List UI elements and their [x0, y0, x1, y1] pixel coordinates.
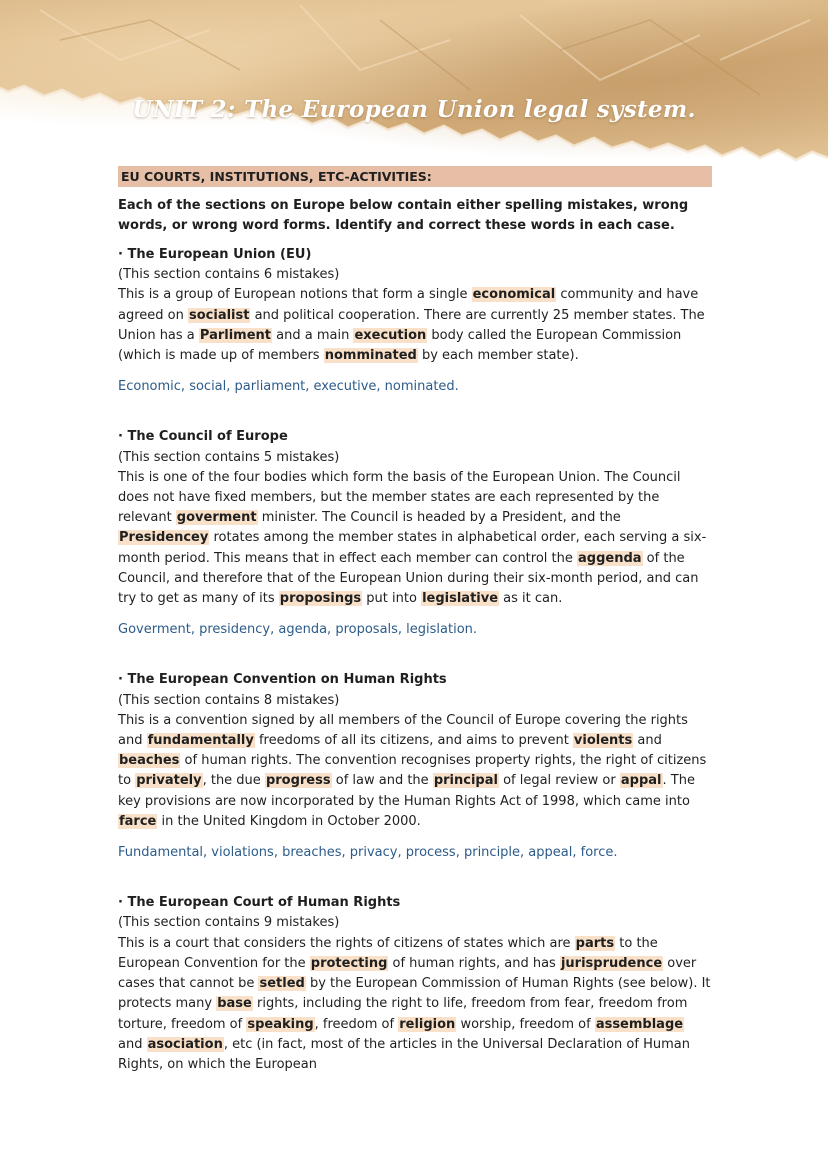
section-text: This is a group of European notions that form a single economical community and have agreed on socialist and political cooperation. There are currently 25 member states. The Union has a Parliment and a main execution body called the European Commission (which is made up of members nomminated by each member state).	[118, 287, 705, 364]
section-mistake-count: (This section contains 5 mistakes)	[118, 449, 340, 465]
section-mistake-count: (This section contains 9 mistakes)	[118, 915, 340, 931]
exercise-section	[118, 245, 712, 397]
section-text: This is one of the four bodies which form the basis of the European Union. The Council does not have fixed members, but the member states are each represented by the relevant goverment minister. The Council is headed by a President, and the Presidencey rotates among the member states in alphabetical order, each serving a six-month period. This means that in effect each member can control the aggenda of the Council, and therefore that of the European Union during their six-month period, and can try to get as many of its proposings put into legislative as it can.	[118, 469, 707, 607]
highlighted-mistake: appal	[620, 773, 662, 789]
highlighted-mistake: protecting	[310, 955, 388, 971]
section-mistake-count: (This section contains 8 mistakes)	[118, 692, 340, 708]
exercise-section	[118, 427, 712, 640]
highlighted-mistake: farce	[119, 813, 157, 829]
section-text: This is a convention signed by all members of the Council of Europe covering the rights and fundamentally freedoms of all its citizens, and aims to prevent violents and beaches of human rights. The convention recognises property rights, the right of citizens to privately, the due progress of law and the principal of legal review or appal. The key provisions are now incorporated by the Human Rights Act of 1998, which came into farce in the United Kingdom in October 2000.	[118, 712, 707, 829]
highlighted-mistake: Parliment	[199, 327, 272, 343]
section-text: This is a court that considers the rights of citizens of states which are parts to the European Convention for the protecting of human rights, and has jurisprudence over cases that cannot be setled by the European Commission of Human Rights (see below). It protects many base rights, including the right to life, freedom from fear, freedom from torture, freedom of speaking, freedom of religion worship, freedom of assemblage and asociation, etc (in fact, most of the articles in the Universal Declaration of Human Rights, on which the European	[118, 935, 711, 1072]
answer-key: Goverment, presidency, agenda, proposals, legislation.	[118, 622, 478, 638]
exercise-section	[118, 670, 712, 863]
highlighted-mistake: jurisprudence	[560, 955, 663, 971]
highlighted-mistake: asociation	[147, 1036, 223, 1052]
highlighted-mistake: goverment	[176, 510, 257, 526]
section-title: · The European Union (EU)	[118, 247, 312, 262]
highlighted-mistake: Presidencey	[119, 530, 209, 546]
highlighted-mistake: violents	[573, 733, 633, 749]
highlighted-mistake: execution	[354, 327, 427, 343]
highlighted-mistake: parts	[575, 935, 615, 951]
document-content	[118, 166, 712, 1075]
highlighted-mistake: proposings	[279, 591, 362, 607]
exercise-section	[118, 893, 712, 1075]
highlighted-mistake: principal	[433, 773, 498, 789]
torn-paper-background	[0, 0, 828, 175]
section-mistake-count: (This section contains 6 mistakes)	[118, 267, 340, 283]
highlighted-mistake: beaches	[119, 753, 180, 769]
highlighted-mistake: economical	[472, 287, 556, 303]
highlighted-mistake: aggenda	[578, 550, 642, 566]
highlighted-mistake: religion	[399, 1016, 456, 1032]
paper-header	[0, 0, 828, 175]
section-title: · The European Convention on Human Rights	[118, 672, 447, 688]
answer-key: Economic, social, parliament, executive, nominated.	[118, 379, 459, 395]
section-title: · The Council of Europe	[118, 429, 288, 445]
highlighted-mistake: socialist	[188, 307, 250, 323]
sections-list	[118, 245, 712, 1075]
instructions: Each of the sections on Europe below contain either spelling mistakes, wrong words, or wrong word forms. Identify and correct these words in each case.	[118, 198, 689, 233]
highlighted-mistake: fundamentally	[147, 733, 254, 749]
answer-key: Fundamental, violations, breaches, privacy, process, principle, appeal, force.	[118, 845, 618, 861]
highlighted-mistake: assemblage	[595, 1016, 684, 1032]
highlighted-mistake: base	[217, 996, 252, 1012]
highlighted-mistake: privately	[136, 773, 202, 789]
highlighted-mistake: setled	[259, 976, 305, 992]
section-title: · The European Court of Human Rights	[118, 895, 401, 911]
activity-heading: EU COURTS, INSTITUTIONS, ETC-ACTIVITIES:	[118, 166, 712, 187]
highlighted-mistake: progress	[265, 773, 331, 789]
highlighted-mistake: speaking	[247, 1016, 314, 1032]
page-title: UNIT 2: The European Union legal system.	[132, 96, 696, 123]
highlighted-mistake: nomminated	[324, 348, 417, 364]
highlighted-mistake: legislative	[422, 591, 499, 607]
